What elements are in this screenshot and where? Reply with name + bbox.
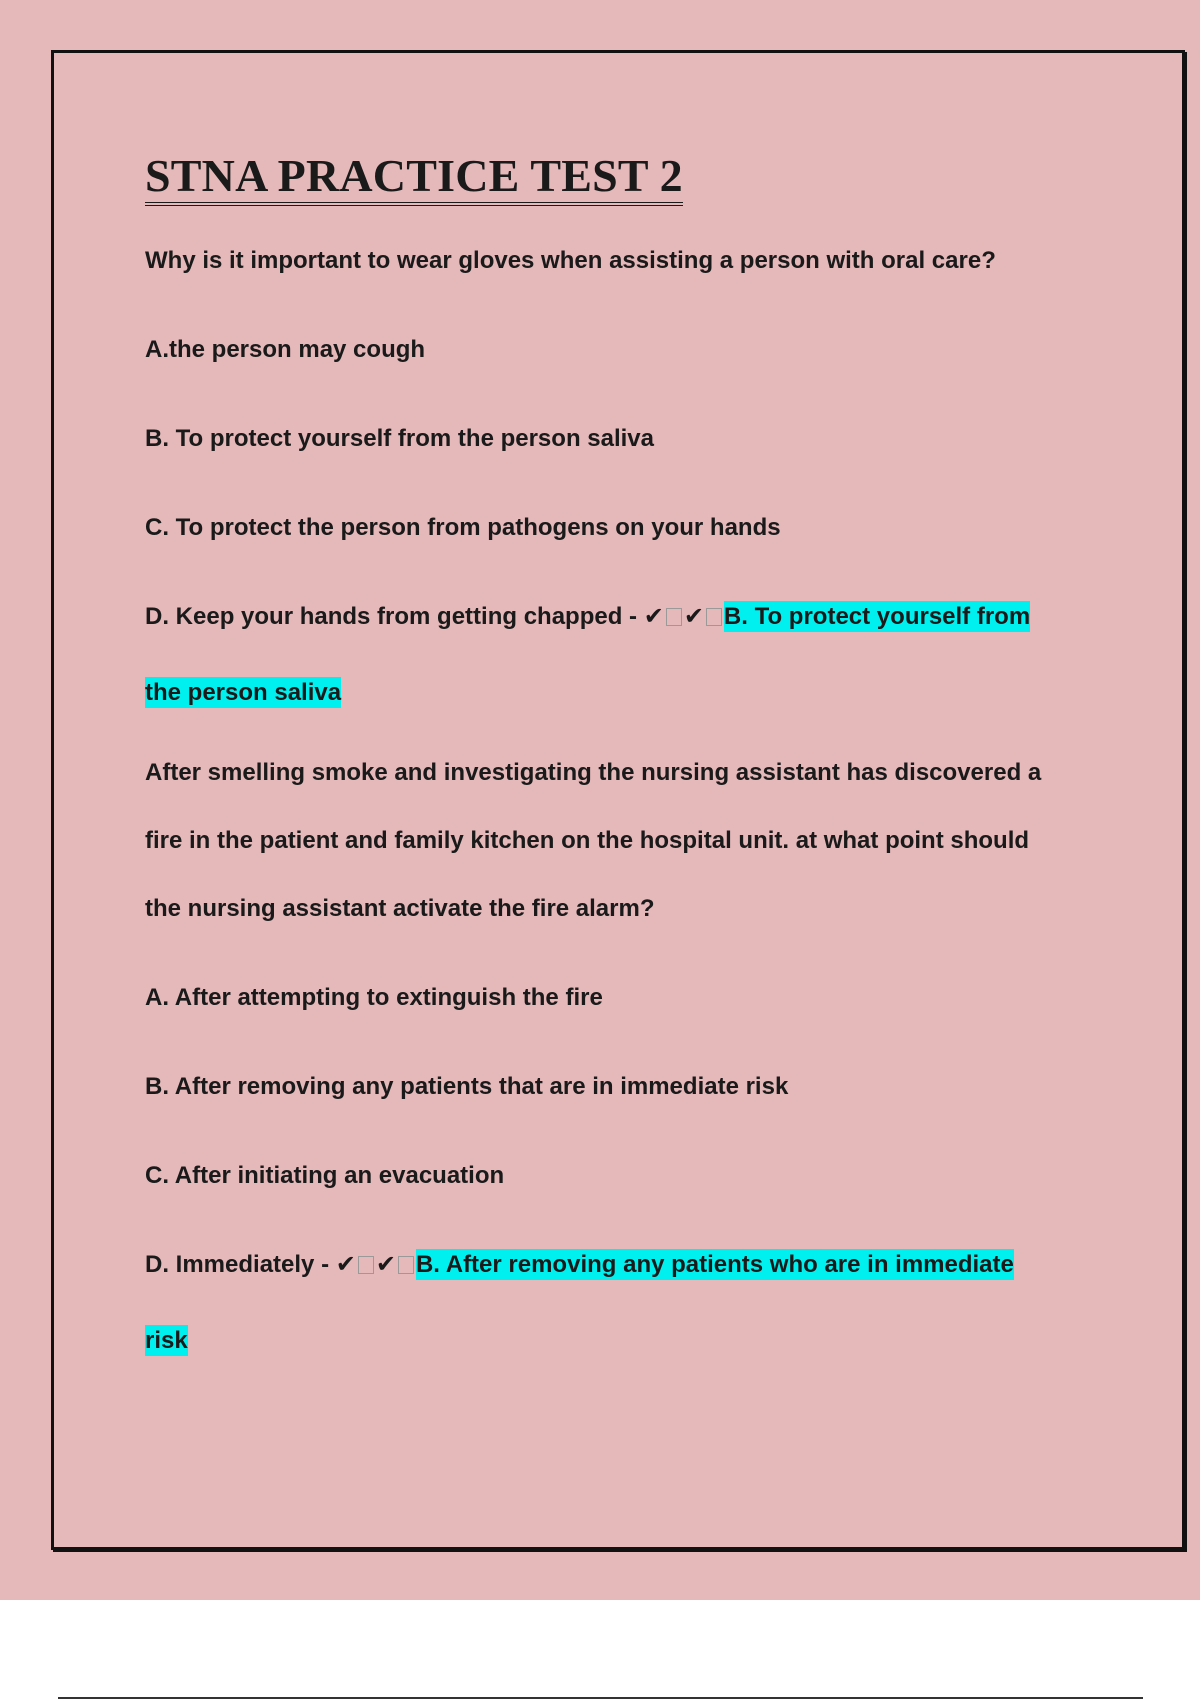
check-mark-icon: ✔ <box>335 1251 356 1278</box>
question-1-option-d-line <box>145 583 1095 651</box>
question-2-answer-highlight-2: risk <box>145 1327 188 1354</box>
question-1-answer-highlight: B. To protect yourself from <box>723 603 1031 630</box>
question-2 <box>145 739 1095 1375</box>
question-2-option-b: B. After removing any patients that are in immediate risk <box>145 1073 789 1100</box>
footer-divider <box>58 1697 1143 1699</box>
document-title: STNA PRACTICE TEST 2 <box>145 150 683 206</box>
question-1-text: Why is it important to wear gloves when assisting a person with oral care? <box>145 247 996 274</box>
question-1-option-b: B. To protect yourself from the person saliva <box>145 425 654 452</box>
empty-box-icon <box>666 608 682 626</box>
question-1-answer-highlight-2: the person saliva <box>145 679 342 706</box>
question-1 <box>145 227 1095 727</box>
question-2-option-c: C. After initiating an evacuation <box>145 1162 505 1189</box>
question-2-text-line-1: After smelling smoke and investigating the nursing assistant has discovered a <box>145 759 1042 786</box>
check-mark-icon: ✔ <box>643 603 664 630</box>
question-1-option-c: C. To protect the person from pathogens on your hands <box>145 514 781 541</box>
question-1-answer-continuation <box>145 659 1095 727</box>
empty-box-icon <box>398 1256 414 1274</box>
question-2-option-d: D. Immediately - <box>145 1251 336 1278</box>
check-mark-icon: ✔ <box>683 603 704 630</box>
check-mark-icon: ✔ <box>375 1251 396 1278</box>
question-2-option-a: A. After attempting to extinguish the fire <box>145 984 603 1011</box>
empty-box-icon <box>706 608 722 626</box>
question-1-option-d: D. Keep your hands from getting chapped - <box>145 603 644 630</box>
empty-box-icon <box>358 1256 374 1274</box>
question-2-answer-continuation <box>145 1307 1095 1375</box>
question-1-option-a: A.the person may cough <box>145 336 426 363</box>
question-2-answer-highlight: B. After removing any patients who are in immediate <box>415 1251 1014 1278</box>
question-2-option-d-line <box>145 1231 1095 1299</box>
question-2-text-line-2: fire in the patient and family kitchen on the hospital unit. at what point should <box>145 827 1030 854</box>
document-content <box>145 150 1095 1375</box>
question-2-text-line-3: the nursing assistant activate the fire alarm? <box>145 895 655 922</box>
